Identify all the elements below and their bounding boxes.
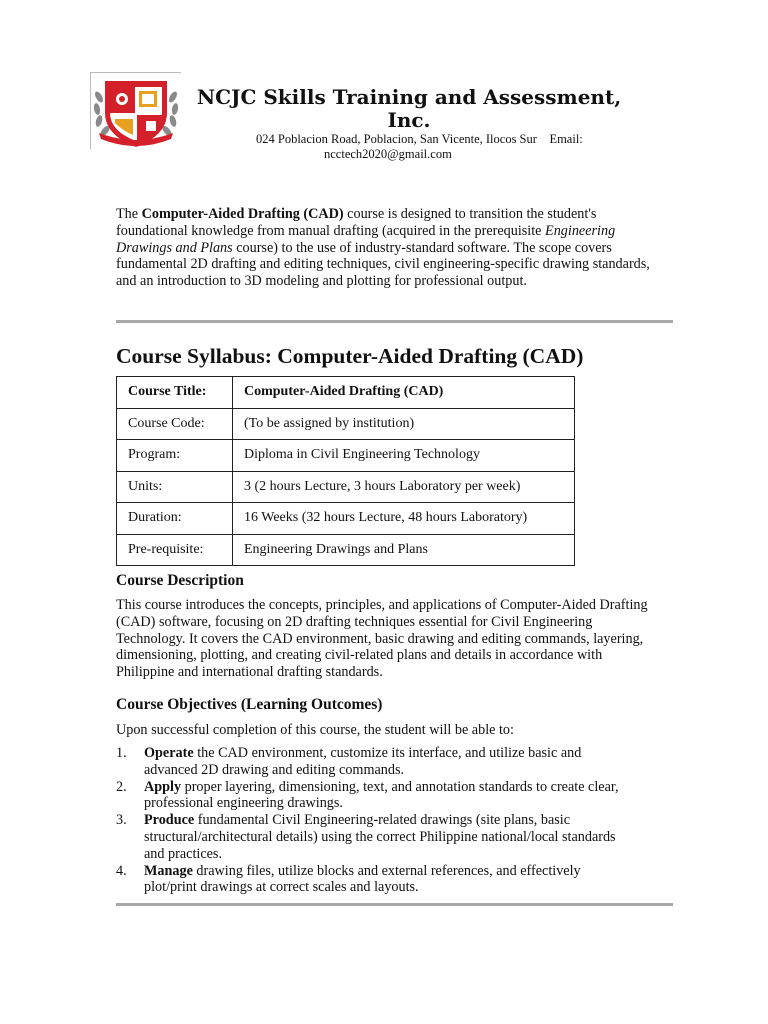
table-row — [117, 503, 575, 535]
table-value-cell: 16 Weeks (32 hours Lecture, 48 hours Laboratory) — [233, 503, 575, 535]
list-item-number: 2. — [116, 778, 127, 795]
course-description-body: This course introduces the concepts, principles, and applications of Computer-Aided Drafting (CAD) software, focusing on 2D drafting techniques essential for Civil Engineering Technology. It covers the CAD environment, basic drawing and editing commands, layering, dimensioning, plotting, and creating civil-related plans and details in accordance with Philippine and international drafting standards. — [116, 597, 648, 681]
intro-prerequisite: Engineering Drawings and Plans — [116, 222, 616, 256]
course-objectives-heading: Course Objectives (Learning Outcomes) — [116, 696, 383, 713]
list-item — [116, 863, 636, 897]
course-objectives-list — [116, 745, 636, 896]
organization-address: 024 Poblacion Road, Poblacion, San Vicente, Ilocos Sur — [256, 132, 537, 146]
list-item-number: 1. — [116, 745, 127, 761]
table-value-cell: Engineering Drawings and Plans — [233, 534, 575, 566]
table-key-cell: Course Title: — [117, 377, 233, 409]
syllabus-title: Course Syllabus: Computer-Aided Drafting (CAD) — [116, 344, 584, 368]
email-label: Email: — [549, 132, 583, 146]
table-value-cell: 3 (2 hours Lecture, 3 hours Laboratory per week) — [233, 471, 575, 503]
course-objectives-intro: Upon successful completion of this course, the student will be able to: — [116, 722, 514, 738]
intro-text-part2: course) to the use of industry-standard software. The scope covers fundamental 2D drafting and editing techniques, civil engineering-specific drawing standards, and an introduction to 3D modeling and plotting for professional output. — [116, 239, 650, 290]
table-row — [117, 471, 575, 503]
table-key-cell: Units: — [117, 471, 233, 503]
table-key-cell: Pre-requisite: — [117, 534, 233, 566]
objective-verb: Produce — [144, 812, 195, 829]
organization-email[interactable]: ncctech2020@gmail.com — [324, 147, 452, 161]
table-key-cell: Duration: — [117, 503, 233, 535]
course-info-table — [116, 376, 575, 566]
table-row — [117, 534, 575, 566]
objective-text: fundamental Civil Engineering-related drawings (site plans, basic structural/architectural details) using the correct Philippine national/local standards and practices. — [144, 812, 616, 862]
table-value-cell: (To be assigned by institution) — [233, 408, 575, 440]
list-item — [116, 745, 636, 779]
institution-crest-icon — [91, 73, 181, 149]
table-row — [117, 377, 575, 409]
objective-text: drawing files, utilize blocks and external references, and effectively plot/print drawings at correct scales and layouts. — [144, 862, 581, 896]
intro-prefix: The — [116, 206, 142, 222]
objective-text: the CAD environment, customize its interface, and utilize basic and advanced 2D drawing and editing commands. — [144, 745, 582, 778]
objective-verb: Manage — [144, 862, 193, 879]
list-item-number: 4. — [116, 862, 127, 879]
institution-logo — [90, 72, 181, 149]
list-item — [116, 812, 636, 862]
intro-text-part1: course is designed to transition the student's foundational knowledge from manual drafting (acquired in the prerequisite — [116, 206, 597, 239]
course-description-heading: Course Description — [116, 572, 244, 589]
table-row — [117, 440, 575, 472]
objective-verb: Apply — [144, 778, 182, 795]
objective-text: proper layering, dimensioning, text, and annotation standards to create clear, professional engineering drawings. — [144, 778, 619, 812]
section-divider — [116, 320, 673, 323]
table-value-cell: Diploma in Civil Engineering Technology — [233, 440, 575, 472]
intro-paragraph — [116, 206, 656, 290]
table-row — [117, 408, 575, 440]
section-divider — [116, 903, 673, 906]
list-item-number: 3. — [116, 812, 127, 829]
organization-name: NCJC Skills Training and Assessment, Inc. — [196, 85, 622, 132]
table-value-cell: Computer-Aided Drafting (CAD) — [233, 377, 575, 409]
table-key-cell: Course Code: — [117, 408, 233, 440]
organization-address-block — [256, 132, 606, 162]
list-item — [116, 779, 636, 813]
objective-verb: Operate — [144, 745, 194, 761]
table-key-cell: Program: — [117, 440, 233, 472]
intro-course-name: Computer-Aided Drafting (CAD) — [141, 206, 344, 222]
